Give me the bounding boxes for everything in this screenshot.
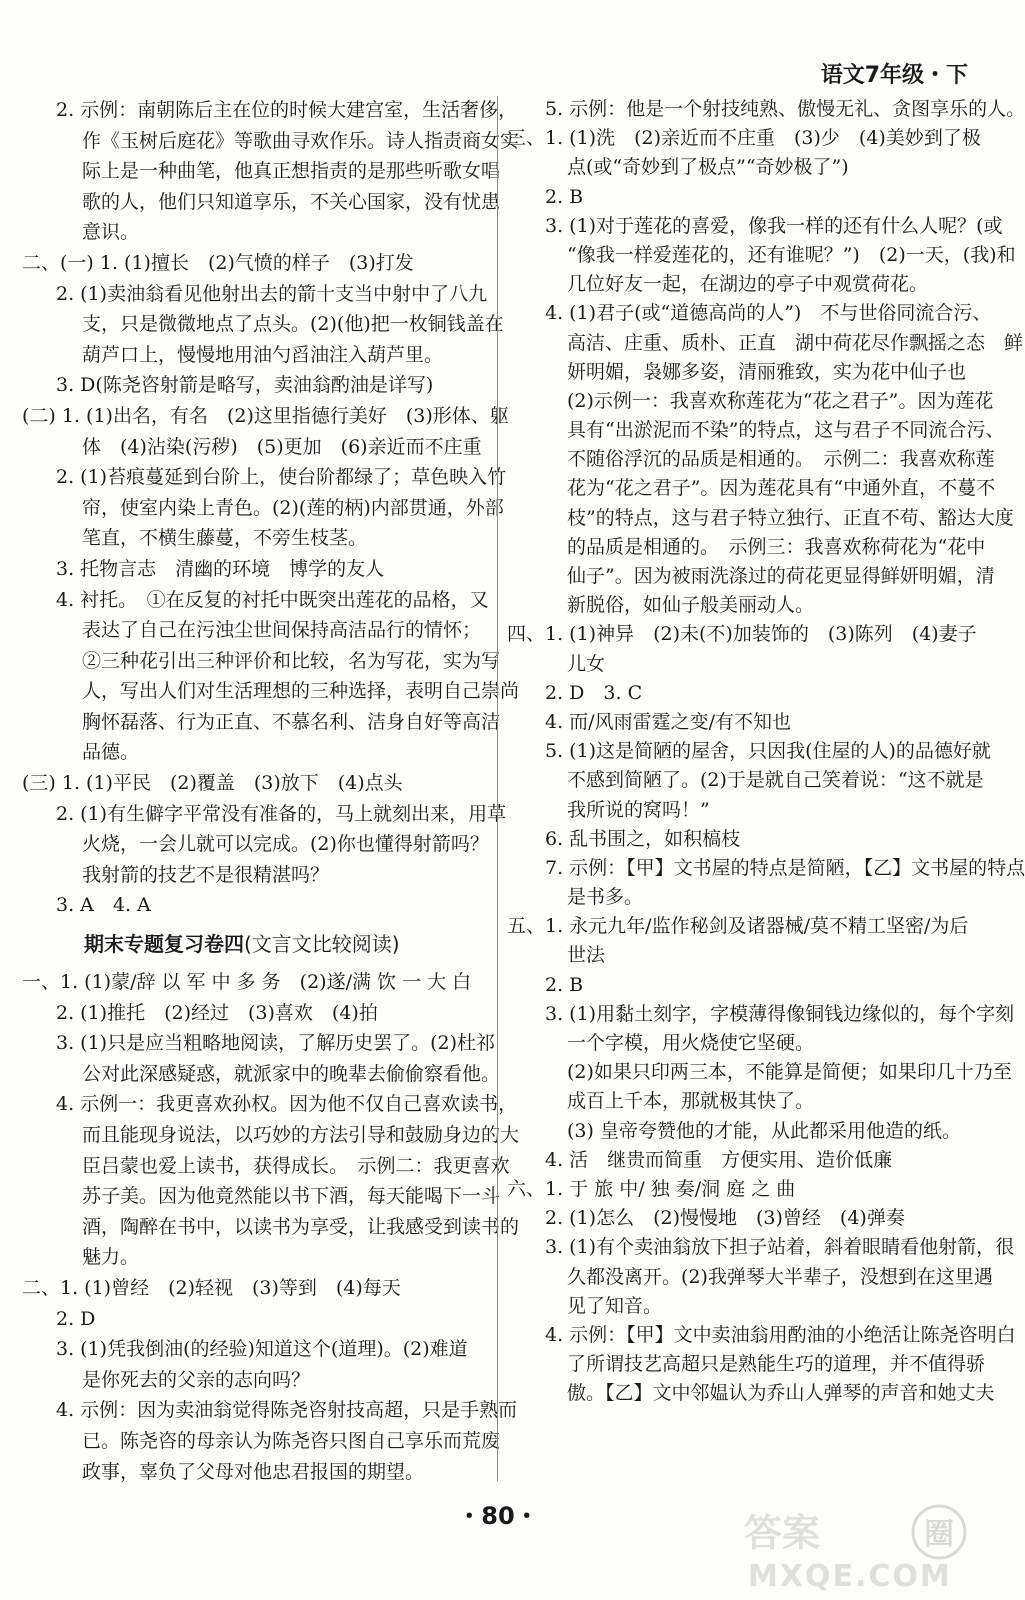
answer-line: 具有“出淤泥而不染”的特点，这与君子不同流合污、 bbox=[567, 419, 1005, 442]
answer-line: ②三种花引出三种评价和比较，名为写花，实为写 bbox=[82, 649, 501, 672]
column-divider bbox=[497, 96, 498, 1481]
answer-line: 作《玉树后庭花》等歌曲寻欢作乐。诗人指责商女实 bbox=[82, 129, 520, 152]
answer-line: 我所说的窝吗！” bbox=[567, 798, 710, 821]
answer-line: 的品质是相通的。 示例三：我喜欢称荷花为“花中 bbox=[567, 535, 986, 558]
answer-line: 仙子”。因为被雨洗涤过的荷花更显得鲜妍明媚，清 bbox=[567, 565, 995, 587]
answer-line: 公对此深感疑惑，就派家中的晚辈去偷偷察看他。 bbox=[82, 1062, 501, 1085]
answer-line: 三、1. (1)洗 (2)亲近而不庄重 (3)少 (4)美妙到了极 bbox=[507, 127, 981, 150]
answer-line: 不随俗浮沉的品质是相通的。 示例二：我喜欢称莲 bbox=[567, 448, 995, 471]
watermark-logo-icon bbox=[734, 1498, 984, 1594]
answer-line: 际上是一种曲笔，他真正想指责的是那些听歌女唱 bbox=[82, 160, 501, 183]
answer-line: 了所谓技艺高超只是熟能生巧的道理，并不值得骄 bbox=[567, 1353, 986, 1376]
answer-line: 儿女 bbox=[567, 652, 606, 675]
answer-line: 五、1. 永元九年/监作秘剑及诸器械/莫不精工坚密/为后 bbox=[507, 915, 969, 938]
answer-line: “像我一样爱莲花的，还有谁呢？”) (2)一天，(我)和 bbox=[567, 243, 1016, 266]
answer-line: 4. 衬托。 ①在反复的衬托中既突出莲花的品格，又 bbox=[56, 588, 489, 611]
answer-line: 3. D(陈尧咨射箭是略写，卖油翁酌油是详写) bbox=[56, 374, 434, 397]
answer-line: 7. 示例：【甲】文书屋的特点是简陋，【乙】文书屋的特点 bbox=[545, 856, 1025, 879]
answer-line: 枝”的特点，这与君子特立独行、正直不苟、豁达大度 bbox=[567, 506, 1014, 529]
answer-line: 点(或“奇妙到了极点”“奇妙极了”) bbox=[567, 156, 849, 179]
answer-line: 2. B bbox=[545, 973, 584, 996]
answer-line: 六、1. 于 旅 中/ 独 奏/洞 庭 之 曲 bbox=[507, 1177, 796, 1200]
answer-line: 花为“花之君子”。因为莲花具有“中通外直，不蔓不 bbox=[567, 477, 996, 500]
answer-line: 歌的人，他们只知道享乐，不关心国家，没有忧患 bbox=[82, 190, 501, 213]
answer-line: 2. (1)卖油翁看见他射出去的箭十支当中射中了八九 bbox=[56, 282, 488, 305]
answer-line: 一、1. (1)蒙/辞 以 军 中 多 务 (2)遂/满 饮 一 大 白 bbox=[22, 971, 472, 994]
answer-line: 见了知音。 bbox=[567, 1294, 663, 1317]
answer-line: 5. (1)这是简陋的屋舍，只因我(住屋的人)的品德好就 bbox=[545, 740, 991, 763]
answer-line: 3. 托物言志 清幽的环境 博学的友人 bbox=[56, 557, 385, 580]
watermark bbox=[734, 1498, 984, 1594]
answer-line: 4. 活 继贵而简重 方便实用、造价低廉 bbox=[545, 1148, 893, 1171]
answer-line: 6. 乱书围之，如积槁枝 bbox=[545, 827, 741, 850]
right-column bbox=[507, 95, 1025, 1408]
answer-line: 而且能现身说法，以巧妙的方法引导和鼓励身边的大 bbox=[82, 1124, 520, 1146]
answer-line: 2. B bbox=[545, 185, 584, 208]
answer-line: 苏子美。因为他竟然能以书下酒，每天能喝下一斗 bbox=[82, 1185, 501, 1208]
answer-line: 已。陈尧咨的母亲认为陈尧咨只图自己享乐而荒废 bbox=[82, 1429, 501, 1452]
answer-line: 胸怀磊落、行为正直、不慕名利、洁身自好等高洁 bbox=[82, 710, 501, 733]
answer-line: 2. (1)苔痕蔓延到台阶上，使台阶都绿了；草色映入竹 bbox=[56, 466, 507, 489]
answer-line: 政事，辜负了父母对他忠君报国的期望。 bbox=[82, 1460, 425, 1483]
answer-line: 成百上千本，那就极其快了。 bbox=[567, 1090, 815, 1113]
answer-line: 新脱俗，如仙子般美丽动人。 bbox=[567, 594, 815, 617]
answer-line: 高洁、庄重、质朴、正直 湖中荷花尽作飘摇之态 鲜 bbox=[567, 331, 1024, 354]
section-heading-title: 期末专题复习卷四 bbox=[84, 932, 244, 957]
answer-line: 二、(一) 1. (1)擅长 (2)气愤的样子 (3)打发 bbox=[22, 251, 414, 274]
answer-line: 是书多。 bbox=[567, 886, 644, 909]
answer-line: 2. (1)有生僻字平常没有准备的，马上就刻出来，用草 bbox=[56, 802, 507, 825]
answer-line: 几位好友一起，在湖边的亭子中观赏荷花。 bbox=[567, 273, 929, 296]
answer-line: 帘，使室内染上青色。(2)(莲的柄)内部贯通，外部 bbox=[82, 496, 504, 519]
section-heading-subtitle: (文言文比较阅读) bbox=[244, 932, 400, 957]
answer-line: 3. (1)有个卖油翁放下担子站着，斜着眼睛看他射箭，很 bbox=[545, 1236, 1015, 1259]
answer-line: 意识。 bbox=[82, 221, 140, 244]
answer-line: (三) 1. (1)平民 (2)覆盖 (3)放下 (4)点头 bbox=[22, 772, 403, 795]
answer-line: 傲。【乙】文中邻媪认为乔山人弹琴的声音和她丈夫 bbox=[567, 1382, 995, 1405]
left-column bbox=[22, 95, 520, 1487]
page-number: ・80・ bbox=[457, 1502, 539, 1530]
answer-line: 4. 示例：因为卖油翁觉得陈尧咨射技高超，只是手熟而 bbox=[56, 1399, 518, 1422]
answer-line: 火烧，一会儿就可以完成。(2)你也懂得射箭吗？ bbox=[82, 833, 489, 856]
svg-text:MXQE.COM: MXQE.COM bbox=[748, 1559, 952, 1594]
svg-text:答案: 答案 bbox=[744, 1511, 821, 1555]
answer-line: 3. (1)对于莲花的喜爱，像我一样的还有什么人呢？(或 bbox=[545, 214, 1003, 237]
answer-line: 世法 bbox=[567, 944, 606, 967]
answer-line: (2)示例一：我喜欢称莲花为“花之君子”。因为莲花 bbox=[567, 389, 994, 412]
answer-line: (二) 1. (1)出名，有名 (2)这里指德行美好 (3)形体、躯 bbox=[22, 404, 509, 427]
answer-line: 4. (1)君子(或“道德高尚的人”) 不与世俗同流合污、 bbox=[545, 302, 992, 325]
answer-line: 5. 示例：他是一个射技纯熟、傲慢无礼、贪图享乐的人。 bbox=[545, 98, 1025, 120]
answer-line: 4. 示例：【甲】文中卖油翁用酌油的小绝活让陈尧咨明白 bbox=[545, 1323, 1016, 1346]
answer-line: 臣吕蒙也爱上读书，获得成长。 示例二：我更喜欢 bbox=[82, 1154, 510, 1177]
answer-line: 2. (1)推托 (2)经过 (3)喜欢 (4)拍 bbox=[56, 1001, 378, 1024]
answer-line: 2. 示例：南朝陈后主在位的时候大建宫室，生活奢侈， bbox=[56, 99, 518, 121]
answer-line: 2. D bbox=[56, 1307, 96, 1330]
answer-line: 3. A 4. A bbox=[56, 894, 151, 917]
answer-line: 笔直，不横生藤蔓，不旁生枝茎。 bbox=[82, 527, 368, 550]
answer-line: 妍明媚，袅娜多姿，清丽雅致，实为花中仙子也 bbox=[567, 360, 967, 383]
answer-line: 魅力。 bbox=[82, 1246, 140, 1269]
answer-line: 一个字模，用火烧使它坚硬。 bbox=[567, 1032, 815, 1054]
answer-line: 4. 而/风雨雷霆之变/有不知也 bbox=[545, 710, 791, 733]
answer-line: 人，写出人们对生活理想的三种选择，表明自己崇尚 bbox=[82, 680, 520, 703]
answer-line: 表达了自己在污浊尘世间保持高洁品行的情怀； bbox=[82, 619, 482, 642]
answer-line: 品德。 bbox=[82, 741, 140, 764]
answer-line: 2. (1)怎么 (2)慢慢地 (3)曾经 (4)弹奏 bbox=[545, 1207, 905, 1230]
answer-line: 3. (1)用黏土刻字，字模薄得像铜钱边缘似的，每个字刻 bbox=[545, 1002, 1015, 1025]
answer-line: 3. (1)只是应当粗略地阅读，了解历史罢了。(2)杜祁 bbox=[56, 1032, 495, 1055]
answer-line: 是你死去的父亲的志向吗？ bbox=[82, 1368, 311, 1391]
section-heading bbox=[22, 921, 490, 967]
answer-line: 四、1. (1)神异 (2)未(不)加装饰的 (3)陈列 (4)妻子 bbox=[507, 623, 977, 646]
answer-line: 二、1. (1)曾经 (2)轻视 (3)等到 (4)每天 bbox=[22, 1276, 401, 1299]
answer-line: 酒，陶醉在书中，以读书为享受，让我感受到读书的 bbox=[82, 1215, 520, 1238]
answer-line: 3. (1)凭我倒油(的经验)知道这个(道理)。(2)难道 bbox=[56, 1338, 468, 1361]
svg-text:圈: 圈 bbox=[924, 1517, 954, 1552]
answer-line: 支，只是微微地点了点头。(2)(他)把一枚铜钱盖在 bbox=[82, 313, 504, 336]
answer-line: 久都没离开。(2)我弹琴大半辈子，没想到在这里遇 bbox=[567, 1265, 993, 1288]
answer-line: (3) 皇帝夸赞他的才能，从此都采用他造的纸。 bbox=[567, 1119, 961, 1142]
answer-line: 我射箭的技艺不是很精湛吗？ bbox=[82, 863, 330, 886]
page-header: 语文7年级・下 bbox=[820, 63, 968, 88]
answer-line: 体 (4)沾染(污秽) (5)更加 (6)亲近而不庄重 bbox=[82, 435, 482, 458]
answer-line: (2)如果只印两三本，不能算是简便；如果印几十乃至 bbox=[567, 1061, 1012, 1084]
answer-line: 4. 示例一：我更喜欢孙权。因为他不仅自己喜欢读书， bbox=[56, 1093, 518, 1116]
answer-line: 不感到简陋了。(2)于是就自己笑着说：“这不就是 bbox=[567, 769, 984, 792]
answer-line: 2. D 3. C bbox=[545, 681, 643, 704]
answer-line: 葫芦口上，慢慢地用油勺舀油注入葫芦里。 bbox=[82, 343, 444, 366]
